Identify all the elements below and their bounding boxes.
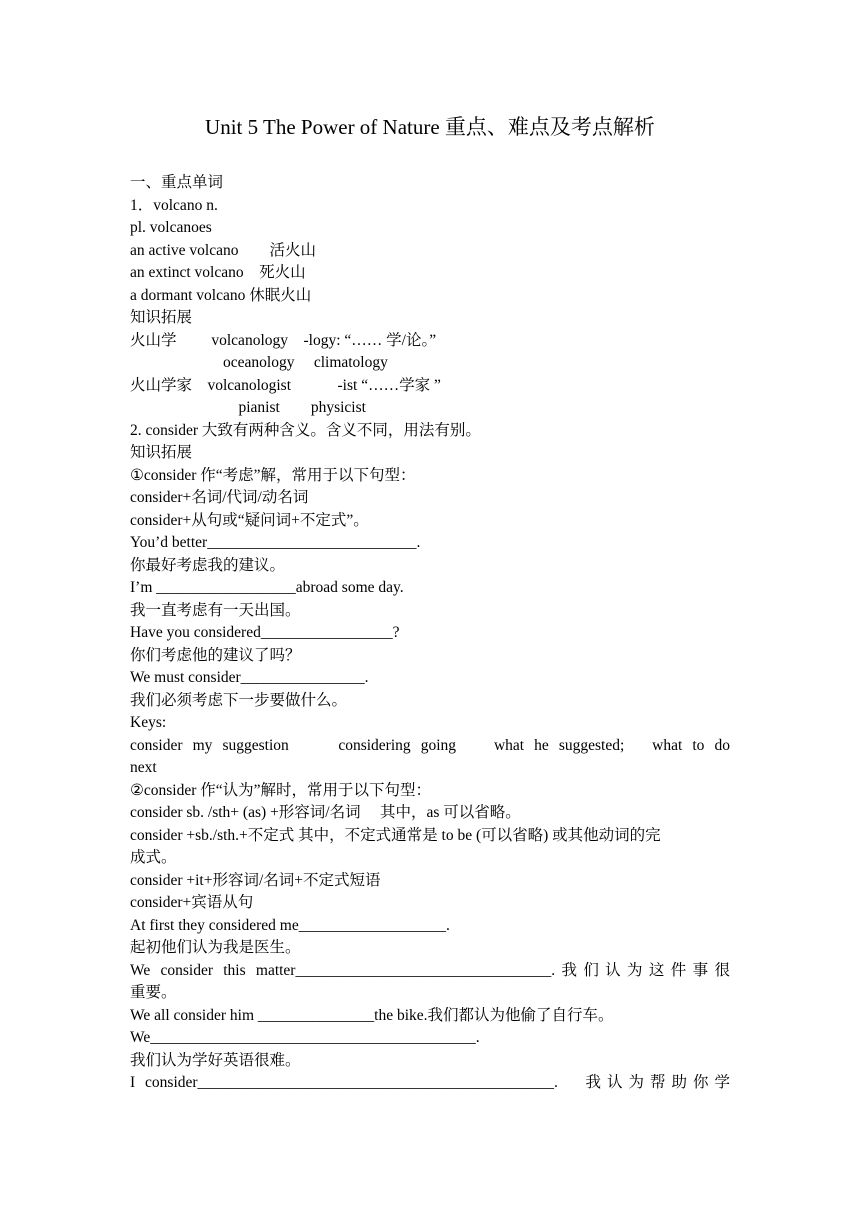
- translation-line: 我一直考虑有一天出国。: [130, 601, 301, 619]
- text-line: consider +it+形容词/名词+不定式短语: [130, 871, 381, 889]
- translation-line: 你们考虑他的建议了吗？: [130, 646, 301, 664]
- document-body: [130, 172, 730, 1095]
- translation-line: 我们认为学好英语很难。: [130, 1051, 301, 1069]
- exercise-line: At first they considered me___________________.: [130, 916, 450, 934]
- keys-line: next: [130, 759, 157, 776]
- document-title: Unit 5 The Power of Nature 重点、难点及考点解析: [205, 115, 655, 139]
- translation-line: 起初他们认为我是医生。: [130, 939, 301, 956]
- subheading: 知识拓展: [130, 444, 193, 461]
- section-heading: 一、重点单词: [130, 174, 224, 191]
- text-line: 火山学家 volcanologist -ist “……学家 ”: [130, 376, 441, 394]
- text-line: consider sb. /sth+ (as) +形容词/名词 其中，as 可以省略。: [130, 804, 521, 821]
- exercise-line: I consider______________________________________________. 我认为帮助你学: [130, 1074, 730, 1091]
- text-line: an active volcano 活火山: [130, 241, 316, 259]
- word-entry: 2. consider 大致有两种含义。含义不同，用法有别。: [130, 421, 481, 439]
- exercise-line: You’d better___________________________.: [130, 534, 421, 551]
- text-line: consider+从句或“疑问词+不定式”。: [130, 511, 369, 529]
- text-line: pl. volcanoes: [130, 219, 212, 236]
- text-line: a dormant volcano 休眠火山: [130, 286, 312, 304]
- text-line: an extinct volcano 死火山: [130, 264, 306, 281]
- text-line: consider+宾语从句: [130, 894, 254, 911]
- subheading: 知识拓展: [130, 309, 193, 326]
- text-line: ②consider 作“认为”解时，常用于以下句型：: [130, 781, 432, 799]
- exercise-line: I’m __________________abroad some day.: [130, 579, 404, 596]
- exercise-line: We all consider him _______________the bike.我们都认为他偷了自行车。: [130, 1006, 614, 1024]
- text-line: pianist physicist: [130, 399, 366, 416]
- exercise-line: We consider this matter_________________________________.我们认为这件事很: [130, 961, 730, 979]
- exercise-line: We__________________________________________.: [130, 1029, 480, 1046]
- text-line: 火山学 volcanology -logy: “…… 学/论。”: [130, 331, 437, 349]
- keys-line: consider my suggestion considering going what he suggested; what to do: [130, 736, 730, 754]
- word-entry: 1．volcano n.: [130, 196, 218, 214]
- translation-line: 重要。: [130, 984, 177, 1001]
- text-line: consider+名词/代词/动名词: [130, 489, 309, 506]
- text-line: consider +sb./sth.+不定式 其中，不定式通常是 to be (可以省略) 或其他动词的完: [130, 826, 661, 844]
- translation-line: 我们必须考虑下一步要做什么。: [130, 691, 348, 709]
- translation-line: 你最好考虑我的建议。: [130, 556, 286, 574]
- text-line: oceanology climatology: [130, 354, 388, 371]
- exercise-line: Have you considered_________________?: [130, 624, 400, 641]
- exercise-line: We must consider________________.: [130, 669, 369, 686]
- text-line: ①consider 作“考虑”解，常用于以下句型：: [130, 466, 416, 484]
- text-line: 成式。: [130, 849, 177, 866]
- keys-label: Keys:: [130, 714, 167, 731]
